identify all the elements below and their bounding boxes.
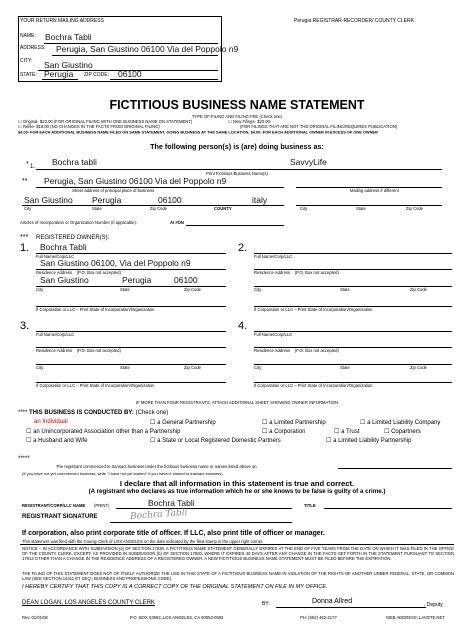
- residence-label: Residence Address (P.O. Box not accepted): [36, 348, 121, 353]
- owner-3-number: 3.: [20, 320, 30, 332]
- dba-state[interactable]: Perugia: [92, 195, 122, 205]
- checkbox-icon[interactable]: ☐: [228, 119, 232, 124]
- owners-heading: REGISTERED OWNER(S):: [36, 235, 110, 241]
- zip-label: Zip Code: [410, 287, 427, 292]
- residence-label: Residence Address (P.O. Box not accepted): [36, 270, 121, 275]
- option-limited-partnership[interactable]: ☐ a Limited Partnership: [262, 420, 326, 426]
- by-label: BY:: [262, 601, 270, 607]
- state-value[interactable]: Perugia: [44, 69, 74, 79]
- checkbox-icon[interactable]: ☐: [334, 429, 340, 435]
- owner-1-city[interactable]: San Giustino: [40, 275, 89, 285]
- city-label: City: [254, 287, 262, 292]
- registrant-name-label: REGISTRANT/CORP/LLC NAME: [22, 503, 86, 508]
- owner-4-number: 4.: [238, 320, 248, 332]
- residence-label: Residence Address (P.O. Box not accepted): [254, 270, 339, 275]
- filing-refile-note: (FOR FILINGS THAT ARE NOT THE ORIGINAL FILING/REQUIRES PUBLICATION): [240, 124, 398, 129]
- state-label: State: [92, 206, 102, 211]
- city-label-2: City: [300, 206, 308, 211]
- option-copartners[interactable]: ☐ Copartners: [384, 429, 421, 435]
- zip-label-2: Zip Code: [406, 206, 423, 211]
- inc-label: If Corporation or LLC – Print State of Incorporation/Organization: [36, 383, 155, 388]
- dba-name-1[interactable]: Bochra tabli: [52, 157, 97, 167]
- checkbox-icon[interactable]: ☐: [18, 124, 22, 129]
- deputy-name[interactable]: Donna Allred: [312, 598, 353, 605]
- street-label: Street address of principal place of business: [72, 188, 155, 193]
- notice-text: NOTICE – IN ACCORDANCE WITH SUBDIVISION (a) OF SECTION 17920, A FICTITIOUS NAME STATEMENT GENERALLY EXPIRES AT THE END OF FIVE YEARS FROM THE DATE ON WHICH IT WAS FILED IN THE OFFICE OF THE COUNTY CLERK, EXCEPT, AS PROVIDED IN SUBDIVISION (b) OF SECTION 17920, WHERE IT EXPIRES 40 DAYS AFTER ANY CHANGE IN THE FACTS SET FORTH IN THE STATEMENT PURSUANT TO SECTION 17913 OTHER THAN A CHANGE IN THE RESIDENCE ADDRESS OF A REGISTERED OWNER. A NEW FICTITIOUS BUSINESS NAME STATEMENT MUST BE FILED BEFORE THE EXPIRATION.: [22, 546, 454, 561]
- form-title: FICTITIOUS BUSINESS NAME STATEMENT: [109, 98, 365, 112]
- owner-1-number: 1.: [20, 242, 30, 254]
- owner-1-zip[interactable]: 06100: [174, 275, 198, 285]
- star-marker: **: [22, 176, 28, 185]
- po-box: P.O. BOX 53592, LOS ANGELES, CA 90053-0592: [130, 615, 224, 620]
- mailing-title: YOUR RETURN MAILING ADDRESS: [20, 18, 104, 24]
- filing-additional: $4.00- FOR EACH ADDITIONAL BUSINESS NAME FILED ON SAME STATEMENT, DOING BUSINESS AT THE SAME LOCATION. $4.00- FOR EACH ADDITIONAL OWNER IN EXCESS OF ONE OWNER: [18, 130, 378, 135]
- option-llp[interactable]: ☐ a Limited Liability Partnership: [326, 438, 412, 444]
- name-label: NAME:: [20, 33, 36, 39]
- county-clerk-signature: DEAN LOGAN, LOS ANGELES COUNTY CLERK: [22, 600, 155, 606]
- checkbox-icon[interactable]: ☐: [26, 438, 32, 444]
- dba-street[interactable]: Perugia, San Giustino 06100 Via del Poppolo n9: [44, 176, 227, 186]
- option-husband-wife[interactable]: ☐ a Husband and Wife: [26, 438, 88, 444]
- filing-original[interactable]: ☐ Original- $23.00 (FOR ORIGINAL FILING WITH ONE BUSINESS NAME ON STATEMENT): [18, 119, 193, 124]
- city-value[interactable]: San Giustino: [44, 60, 93, 70]
- checkbox-icon[interactable]: ☐: [384, 429, 390, 435]
- option-individual[interactable]: an Individual: [34, 419, 68, 425]
- zip-label: Zip Code: [150, 206, 167, 211]
- checkbox-icon[interactable]: ☐: [262, 420, 268, 426]
- phone-number: PH: (562) 462-2177: [300, 615, 337, 620]
- city-label: City: [36, 365, 44, 370]
- filing-refile[interactable]: ☐ Refile- $18.00 (NO CHANGES IN THE FACTS FROM ORIGINAL FILING): [18, 124, 160, 129]
- certify-note: I HEREBY CERTIFY THAT THIS COPY IS A CORRECT COPY OF THE ORIGINAL STATEMENT ON FILE IN MY OFFICE.: [22, 584, 328, 590]
- dba-country[interactable]: italy: [252, 195, 268, 205]
- rev-date: Rev. 01/01/08: [22, 615, 48, 620]
- state-label: State: [340, 365, 350, 370]
- registrant-print-label: (PRINT): [94, 503, 110, 508]
- checkbox-icon[interactable]: ☐: [18, 119, 22, 124]
- star-marker: *: [26, 159, 29, 168]
- dba-zip[interactable]: 06100: [158, 195, 182, 205]
- signature-image: Bochra Tabli: [129, 508, 188, 522]
- checkbox-icon[interactable]: ☐: [150, 438, 156, 444]
- filing-note: THE FILING OF THIS STATEMENT DOES NOT OF ITSELF AUTHORIZE THE USE IN THIS STATE OF A FICTITIOUS BUSINESS NAME IN VIOLATION OF THE RIGHTS OF ANOTHER UNDER FEDERAL, STATE, OR COMMON LAW (SEE SECTION 14411 ET SEQ., BUSINESS AND PROFESSIONS CODE).: [22, 571, 454, 581]
- inc-label: If Corporation or LLC – Print State of Incorporation/Organization: [254, 383, 373, 388]
- owner-1-name[interactable]: Bochra Tabli: [40, 242, 87, 252]
- city-label: City: [254, 365, 262, 370]
- more-registrants-note: IF MORE THAN FOUR REGISTRANTS, ATTACH ADDITIONAL SHEET SHOWING OWNER INFORMATION: [135, 400, 339, 405]
- dba-name-2[interactable]: SavvyLife: [290, 157, 327, 167]
- declaration-line-1: I declare that all information in this statement is true and correct.: [119, 479, 355, 488]
- ai-label: AI #ON: [170, 220, 184, 225]
- dba-index: 1.: [30, 164, 36, 170]
- option-unincorporated[interactable]: ☐ an Unincorporated Association other than a Partnership: [26, 429, 181, 435]
- deputy-label: , Deputy: [424, 602, 443, 608]
- inc-label: If Corporation or LLC – Print State of Incorporation/Organization: [36, 307, 155, 312]
- checkbox-icon[interactable]: ☐: [326, 438, 332, 444]
- dba-name-label: Print Fictitious Business Name(s): [206, 171, 268, 176]
- address-value[interactable]: Perugia, San Giustino 06100 Via del Poppolo n9: [56, 44, 239, 54]
- commence-text: The registrant commenced to transact business under the fictitious business name or names listed above on: [56, 464, 257, 469]
- dba-heading: The following person(s) is (are) doing business as:: [150, 142, 324, 151]
- state-label: State: [340, 287, 350, 292]
- owner-1-state[interactable]: Perugia: [122, 275, 152, 285]
- dba-city[interactable]: San Giustino: [24, 195, 73, 205]
- option-corporation[interactable]: ☐ a Corporation: [262, 429, 306, 435]
- county-label: COUNTY: [214, 206, 232, 211]
- city-label: City: [24, 206, 32, 211]
- full-name-label: Full Name/Corp/LLC: [254, 254, 293, 259]
- registrant-signature-label: REGISTRANT SIGNATURE: [22, 514, 98, 520]
- state-label: STATE:: [20, 72, 37, 78]
- inc-label: If Corporation or LLC – Print State of Incorporation/Organization: [254, 307, 373, 312]
- filing-type-label: TYPE OF FILING AND FILING FEE (Check one): [191, 114, 283, 119]
- state-label-2: State: [356, 206, 366, 211]
- checkbox-icon[interactable]: ☐: [360, 420, 366, 426]
- name-value[interactable]: Bochra Tabli: [45, 32, 92, 42]
- owners-star: ***: [20, 232, 29, 241]
- zip-value[interactable]: 06100: [118, 69, 142, 79]
- option-trust[interactable]: ☐ a Trust: [334, 429, 360, 435]
- city-label: CITY:: [20, 58, 33, 64]
- full-name-label: Full Name/Corp/LLC: [254, 332, 293, 337]
- owner-1-address[interactable]: San Giustino 06100, Via del Poppolo n9: [40, 258, 191, 268]
- zip-label: Zip Code: [184, 287, 201, 292]
- articles-label: Articles of Incorporation or Organization Number (if applicable):: [20, 220, 138, 225]
- zip-label: Zip Code: [184, 365, 201, 370]
- full-name-label: Full Name/Corp/LLC: [36, 332, 75, 337]
- filing-new[interactable]: ☐ New Filings- $23.00-: [228, 119, 272, 124]
- registrant-title-label: TITLE: [304, 503, 316, 508]
- residence-label: Residence Address (P.O. Box not accepted): [254, 348, 339, 353]
- zip-label: Zip Code: [410, 365, 427, 370]
- option-llc[interactable]: ☐ a Limited Liability Company: [360, 420, 441, 426]
- owner-2-number: 2.: [238, 242, 248, 254]
- commence-star: *****: [18, 456, 30, 462]
- zip-label: ZIP CODE:: [84, 72, 109, 78]
- registrant-name-value[interactable]: Bochra Tabli: [148, 498, 195, 508]
- option-state-local[interactable]: ☐ a State or Local Registered Domestic Partners: [150, 438, 281, 444]
- commence-note: (If you have not yet commenced business, write "I have not yet started" if you haven't started to transact business): [22, 471, 223, 476]
- filed-on-note: This statement was filed with the County Clerk of LOS ANGELES on the date indicated by the filed stamp in the upper right corner.: [22, 539, 264, 544]
- city-label: City: [36, 287, 44, 292]
- checkbox-icon[interactable]: ☐: [26, 429, 32, 435]
- declaration-line-2: (A registrant who declares as true information which he or she knows to be false is guilty of a crime.): [88, 488, 386, 495]
- state-label: State: [120, 287, 130, 292]
- checkbox-icon[interactable]: ☐: [262, 429, 268, 435]
- option-general-partnership[interactable]: ☐ a General Partnership: [150, 420, 216, 426]
- clerk-label: Perugia REGISTRAR-RECORDER/ COUNTY CLERK: [294, 18, 414, 24]
- checkbox-icon[interactable]: ☐: [150, 420, 156, 426]
- address-label: ADDRESS:: [20, 45, 46, 51]
- web-address[interactable]: WEB ADDRESS: LAVOTE.NET: [386, 615, 445, 620]
- full-name-label: Full Name/Corp/LLC: [36, 254, 75, 259]
- conducted-heading: **** THIS BUSINESS IS CONDUCTED BY: (Check one): [18, 410, 169, 416]
- mailing-diff-label: Mailing address if different: [350, 188, 399, 193]
- corp-title-note: If corporation, also print corporate title of officer. If LLC, also print title of officer or manager.: [22, 530, 325, 537]
- state-label: State: [120, 365, 130, 370]
